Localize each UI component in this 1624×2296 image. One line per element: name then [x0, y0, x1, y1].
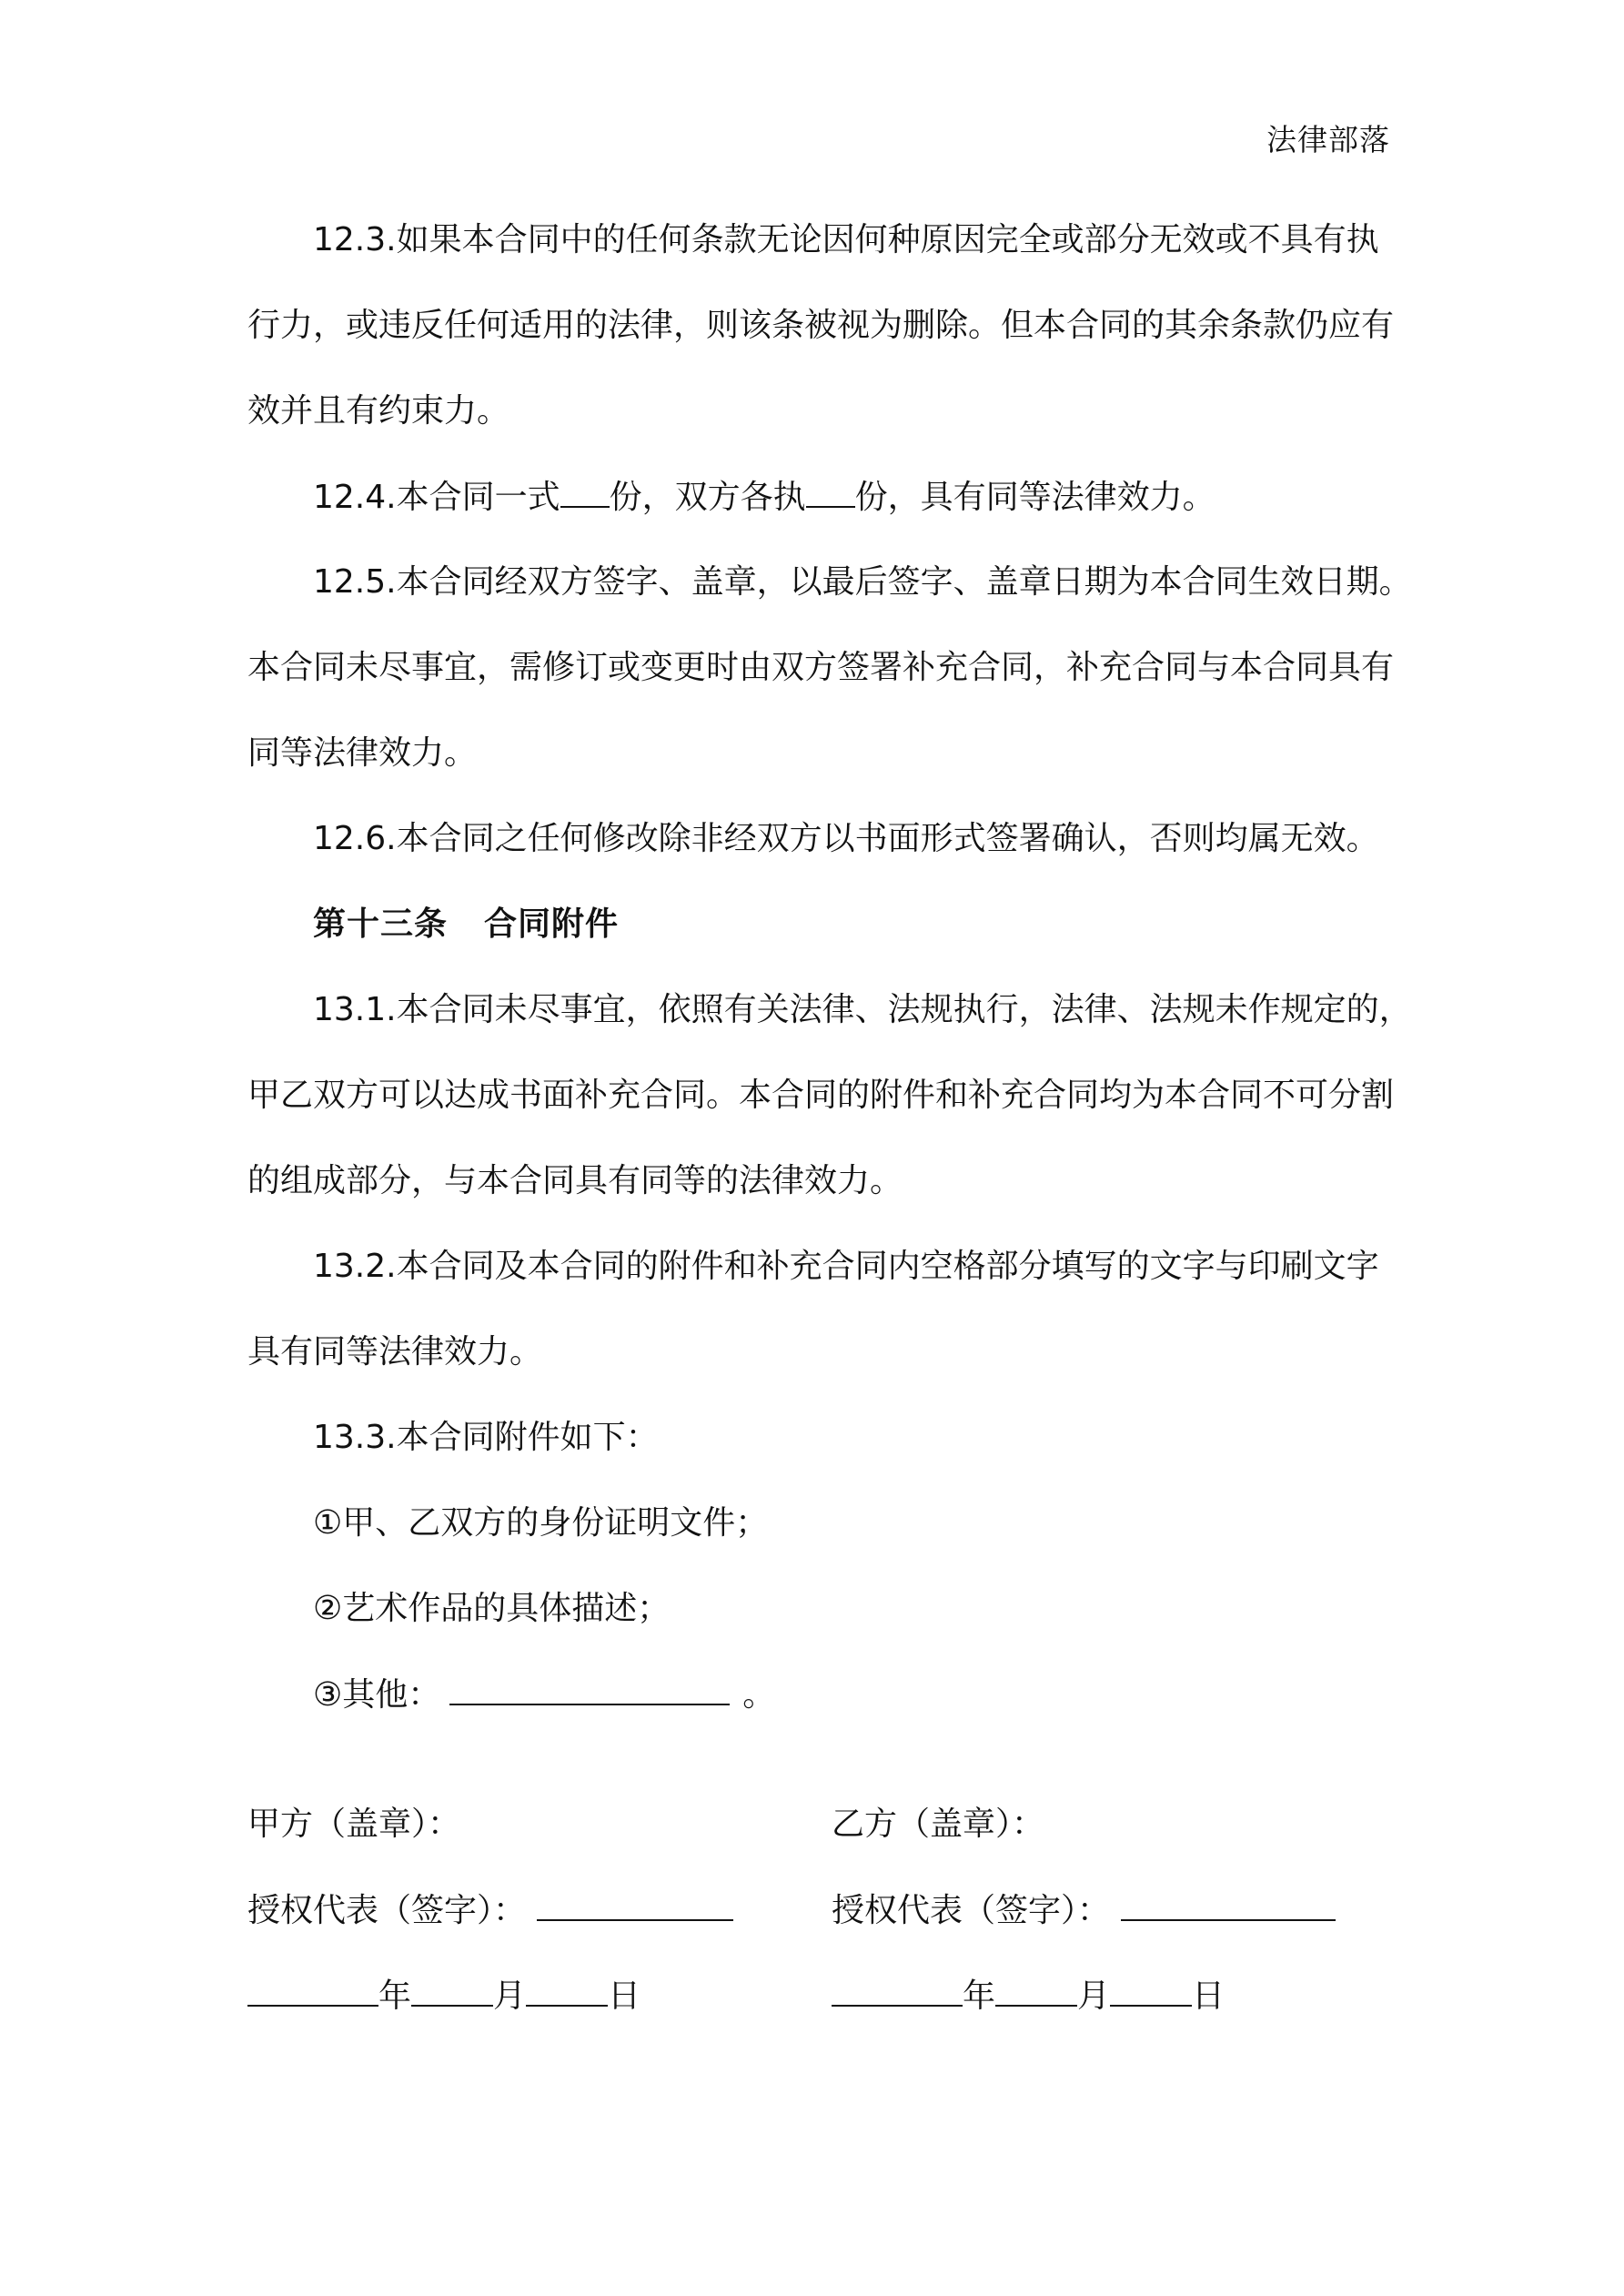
party-a-year-blank[interactable] — [247, 1976, 378, 2007]
article-13-title: 合同附件 — [484, 905, 620, 943]
clause-12-3-line-2: 行力，或违反任何适用的法律，则该条被视为删除。但本合同的其余条款仍应有 — [247, 307, 1395, 344]
party-a-month-label: 月 — [493, 1977, 527, 2015]
clause-12-4 — [313, 477, 1215, 518]
party-a-date — [247, 1976, 641, 2017]
party-b-year-label: 年 — [963, 1977, 996, 2015]
copies-each-blank[interactable] — [806, 477, 855, 508]
party-b-seal: 乙方（盖章）： — [832, 1805, 1045, 1843]
clause-13-1-line-1: 13.1.本合同未尽事宜，依照有关法律、法规执行，法律、法规未作规定的， — [313, 991, 1412, 1028]
other-attachment-blank[interactable] — [449, 1674, 730, 1705]
party-a-year-label: 年 — [378, 1977, 412, 2015]
article-13-number: 第十三条 — [313, 905, 449, 943]
party-b-day-label: 日 — [1192, 1977, 1226, 2015]
clause-12-4-part-1: 12.4.本合同一式 — [313, 479, 560, 516]
party-a-day-label: 日 — [608, 1977, 641, 2015]
party-a-month-blank[interactable] — [411, 1976, 493, 2007]
party-a-rep-label: 授权代表（签字）： — [247, 1892, 527, 1929]
attachment-item-3-end: 。 — [742, 1676, 776, 1714]
clause-12-5-line-1: 12.5.本合同经双方签字、盖章，以最后签字、盖章日期为本合同生效日期。 — [313, 563, 1412, 601]
party-b-rep — [832, 1890, 1336, 1931]
clause-13-1-line-3: 的组成部分，与本合同具有同等的法律效力。 — [247, 1162, 903, 1199]
party-b-date — [832, 1976, 1225, 2017]
clause-12-3-line-3: 效并且有约束力。 — [247, 392, 510, 430]
attachment-item-1: ①甲、乙双方的身份证明文件； — [313, 1504, 769, 1542]
party-a-signature-blank[interactable] — [537, 1890, 733, 1921]
party-b-signature-blank[interactable] — [1121, 1890, 1336, 1921]
article-13-heading — [313, 905, 619, 945]
clause-12-4-part-3: 份，具有同等法律效力。 — [854, 479, 1215, 516]
party-b-day-blank[interactable] — [1110, 1976, 1192, 2007]
clause-13-3-intro: 13.3.本合同附件如下： — [313, 1419, 659, 1456]
clause-12-4-part-2: 份，双方各执 — [609, 479, 806, 516]
party-b-month-label: 月 — [1077, 1977, 1111, 2015]
attachment-item-2: ②艺术作品的具体描述； — [313, 1590, 671, 1627]
clause-13-2-line-2: 具有同等法律效力。 — [247, 1333, 543, 1371]
party-a-day-blank[interactable] — [526, 1976, 608, 2007]
copies-total-blank[interactable] — [560, 477, 610, 508]
party-a-seal: 甲方（盖章）： — [247, 1805, 461, 1843]
party-a-rep — [247, 1890, 733, 1931]
header-brand: 法律部落 — [1266, 122, 1390, 157]
party-b-year-blank[interactable] — [832, 1976, 963, 2007]
clause-12-5-line-2: 本合同未尽事宜，需修订或变更时由双方签署补充合同，补充合同与本合同具有 — [247, 649, 1395, 686]
party-b-rep-label: 授权代表（签字）： — [832, 1892, 1111, 1929]
attachment-item-3 — [313, 1674, 775, 1715]
clause-13-2-line-1: 13.2.本合同及本合同的附件和补充合同内空格部分填写的文字与印刷文字 — [313, 1248, 1379, 1285]
clause-12-6-line-1: 12.6.本合同之任何修改除非经双方以书面形式签署确认，否则均属无效。 — [313, 820, 1379, 857]
party-b-month-blank[interactable] — [995, 1976, 1077, 2007]
attachment-item-3-label: ③其他： — [313, 1676, 441, 1714]
clause-12-3-line-1: 12.3.如果本合同中的任何条款无论因何种原因完全或部分无效或不具有执 — [313, 221, 1379, 258]
clause-13-1-line-2: 甲乙双方可以达成书面补充合同。本合同的附件和补充合同均为本合同不可分割 — [247, 1077, 1395, 1114]
clause-12-5-line-3: 同等法律效力。 — [247, 734, 478, 772]
